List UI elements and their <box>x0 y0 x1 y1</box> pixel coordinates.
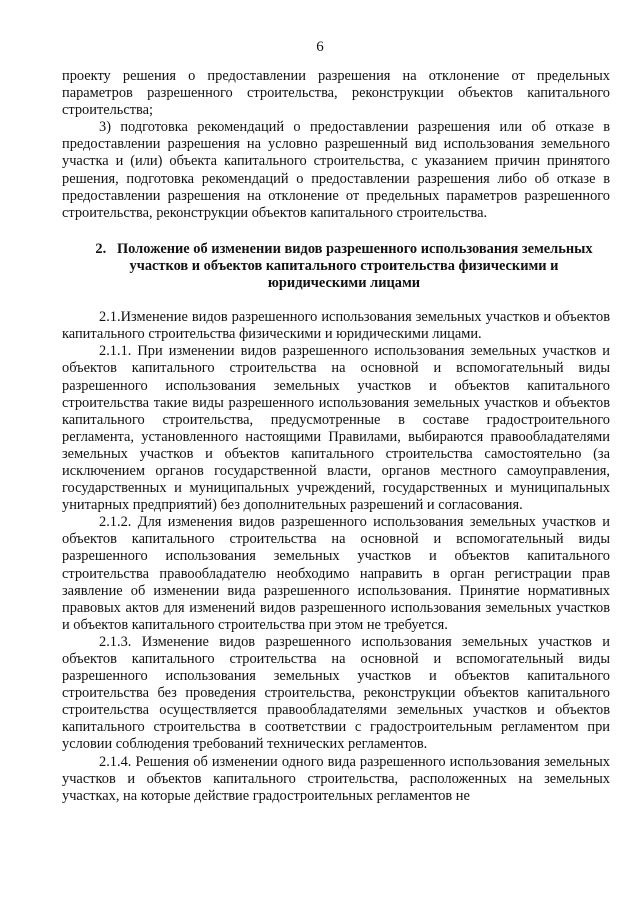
document-body <box>62 68 610 805</box>
paragraph-2-1: 2.1.Изменение видов разрешенного использования земельных участков и объектов капитального строительства физическими и юридическими лицами. <box>62 309 610 343</box>
section-number: 2. <box>95 240 107 257</box>
paragraph-2-1-2: 2.1.2. Для изменения видов разрешенного использования земельных участков и объектов капитального строительства на основной и вспомогательный виды разрешенного использования земельных участков и объектов капитального строительства правообладателю необходимо направить в орган регистрации прав заявление об изменении вида разрешенного использования. Принятие нормативных правовых актов для изменений видов разрешенного использования земельных участков и объектов капитального строительства при этом не требуется. <box>62 514 610 633</box>
section-title: Положение об изменении видов разрешенного использования земельных участков и объектов капитального строительства физическими и юридическими лицами <box>116 240 593 292</box>
section-heading <box>62 241 610 292</box>
paragraph-2-1-1: 2.1.1. При изменении видов разрешенного использования земельных участков и объектов капитального строительства на основной и вспомогательный виды разрешенного использования земельных участков и объектов капитального строительства такие виды разрешенного использования земельных участков и объектов капитального строительства, предусмотренные в составе градостроительного регламента, установленного настоящими Правилами, выбираются правообладателями земельных участков и объектов капитального строительства самостоятельно (за исключением органов государственной власти, органов местного самоуправления, государственных и муниципальных учреждений, государственных и муниципальных унитарных предприятий) без дополнительных разрешений и согласования. <box>62 343 610 514</box>
page-number: 6 <box>316 39 324 55</box>
paragraph-continuation: проекту решения о предоставлении разрешения на отклонение от предельных параметров разрешенного строительства, реконструкции объектов капитального строительства; <box>62 68 610 119</box>
paragraph-2-1-3: 2.1.3. Изменение видов разрешенного использования земельных участков и объектов капитального строительства на основной и вспомогательный виды разрешенного использования земельных участков и объектов капитального строительства без проведения строительства, реконструкции объектов капитального строительства осуществляется правообладателями земельных участков и объектов капитального строительства в соответствии с градостроительным регламентом при условии соблюдения требований технических регламентов. <box>62 633 610 753</box>
paragraph-2-1-4: 2.1.4. Решения об изменении одного вида разрешенного использования земельных участков и объектов капитального строительства, расположенных на земельных участках, на которые действие градостроительных регламентов не <box>62 753 610 804</box>
paragraph-item-3: 3) подготовка рекомендаций о предоставлении разрешения или об отказе в предоставлении разрешения на условно разрешенный вид использования земельного участка и (или) объекта капитального строительства, с указанием причин принятого решения, подготовка рекомендаций о предоставлении разрешения либо об отказе в предоставлении разрешения на отклонение от предельных параметров разрешенного строительства, реконструкции объектов капитального строительства. <box>62 119 610 221</box>
